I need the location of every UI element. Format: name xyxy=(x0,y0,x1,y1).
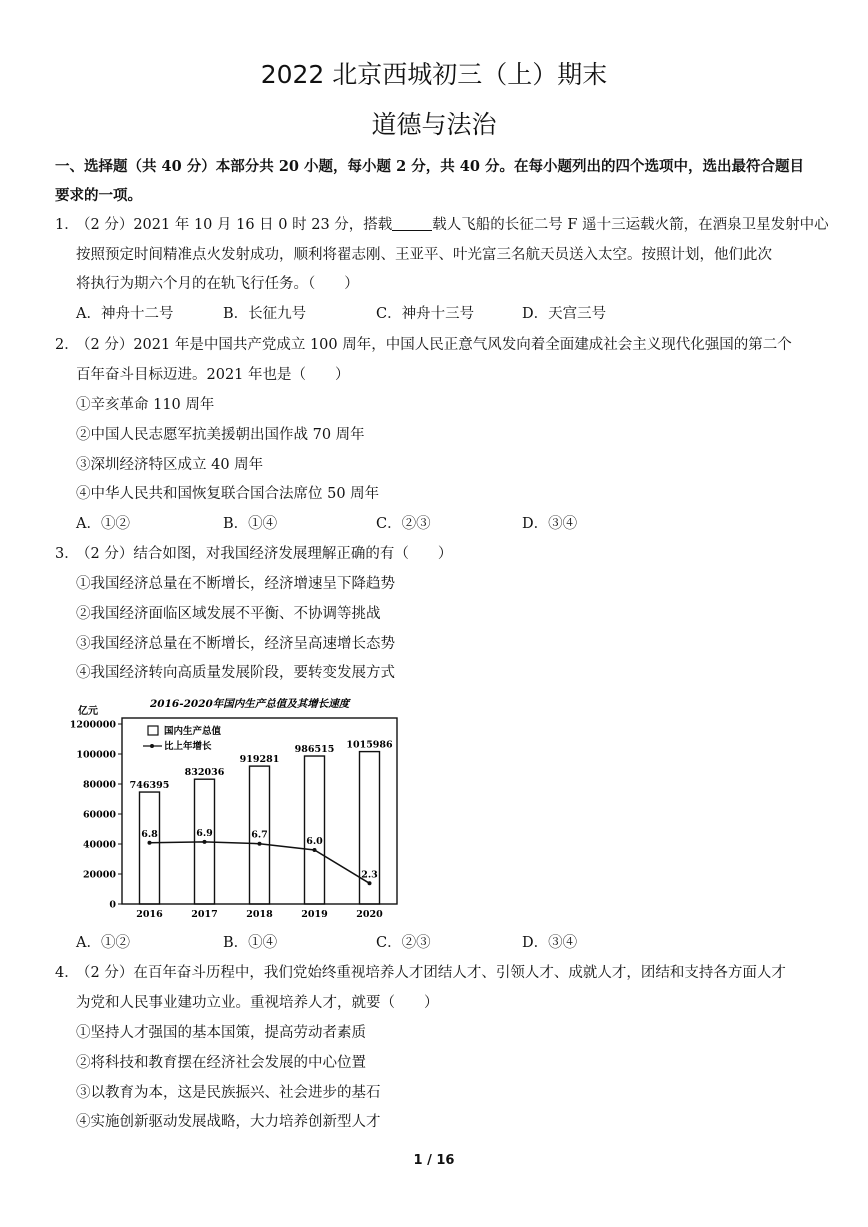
growth-point-label: 6.9 xyxy=(196,827,213,839)
q3-item-3: ③我国经济总量在不断增长，经济呈高速增长态势 xyxy=(76,636,395,652)
q2-stem-line2: 百年奋斗目标迈进。2021 年也是（ ） xyxy=(76,367,350,383)
growth-point xyxy=(258,842,262,846)
q1-blank xyxy=(392,216,432,231)
gdp-bar-label: 986515 xyxy=(294,744,335,756)
x-tick-label: 2017 xyxy=(191,909,218,920)
gdp-bar xyxy=(360,752,380,904)
subject-title: 道德与法治 xyxy=(371,110,497,139)
q2-item-2: ②中国人民志愿军抗美援朝出国作战 70 周年 xyxy=(76,427,365,443)
q1-option-d: D．天宫三号 xyxy=(522,306,607,322)
growth-point-label: 2.3 xyxy=(361,869,378,881)
page-number: 1 / 16 xyxy=(413,1153,455,1168)
q3-option-d: D．③④ xyxy=(522,935,578,951)
q2-option-d: D．③④ xyxy=(522,516,578,532)
x-tick-label: 2018 xyxy=(246,909,273,920)
x-tick-label: 2019 xyxy=(301,909,328,920)
gdp-bar-label: 1015986 xyxy=(346,739,393,751)
q1-option-b: B．长征九号 xyxy=(223,306,307,322)
section-instruction-line1: 一、选择题（共 40 分）本部分共 20 小题，每小题 2 分，共 40 分。在每小题列出的四个选项中，选出最符合题目 xyxy=(55,158,805,175)
section-instruction-line2: 要求的一项。 xyxy=(55,187,142,204)
q3-number: 3． xyxy=(55,546,79,562)
x-tick-label: 2016 xyxy=(136,909,163,920)
q3-option-b: B．①④ xyxy=(223,935,278,951)
gdp-bar xyxy=(305,756,325,904)
y-tick-label: 0 xyxy=(109,899,116,911)
q3-option-c: C．②③ xyxy=(376,935,431,951)
gdp-chart xyxy=(70,690,410,922)
growth-point xyxy=(203,840,207,844)
q4-item-3: ③以教育为本，这是民族振兴、社会进步的基石 xyxy=(76,1085,381,1101)
y-tick-label: 20000 xyxy=(82,869,116,881)
q4-number: 4． xyxy=(55,965,79,981)
q2-option-b: B．①④ xyxy=(223,516,278,532)
q3-item-2: ②我国经济面临区域发展不平衡、不协调等挑战 xyxy=(76,606,381,622)
q1-stem-line1 xyxy=(76,213,829,234)
chart-title: 2016-2020年国内生产总值及其增长速度 xyxy=(150,698,350,710)
q2-number: 2． xyxy=(55,337,79,353)
q2-stem-line1: （2 分）2021 年是中国共产党成立 100 周年，中国人民正意气风发向着全面建成社会主义现代化强国的第二个 xyxy=(76,337,792,353)
q4-item-1: ①坚持人才强国的基本国策，提高劳动者素质 xyxy=(76,1025,366,1041)
growth-polyline xyxy=(150,842,370,883)
q4-stem-line2: 为党和人民事业建功立业。重视培养人才，就要（ ） xyxy=(76,995,439,1011)
chart-growth-line xyxy=(141,828,378,885)
gdp-bar-label: 832036 xyxy=(184,767,225,779)
q2-item-4: ④中华人民共和国恢复联合国合法席位 50 周年 xyxy=(76,486,380,502)
q4-item-4: ④实施创新驱动发展战略，大力培养创新型人才 xyxy=(76,1114,381,1130)
q2-option-a: A．①② xyxy=(76,516,130,532)
q1-number: 1． xyxy=(55,217,79,233)
chart-y-ticks xyxy=(70,720,122,911)
growth-point xyxy=(368,881,372,885)
q1-stem-part-b: 载人飞船的长征二号 F 遥十三运载火箭，在酒泉卫星发射中心 xyxy=(432,217,829,233)
chart-x-ticks xyxy=(136,909,383,920)
growth-point-label: 6.0 xyxy=(306,836,323,847)
q3-item-1: ①我国经济总量在不断增长，经济增速呈下降趋势 xyxy=(76,576,395,592)
gdp-bar xyxy=(140,792,160,904)
exam-title: 2022 北京西城初三（上）期末 xyxy=(260,60,608,89)
legend-bar-label: 国内生产总值 xyxy=(164,726,222,737)
q1-stem-line2: 按照预定时间精准点火发射成功，顺利将翟志刚、王亚平、叶光富三名航天员送入太空。按照计划，他们此次 xyxy=(76,247,772,263)
q1-stem-part-a: （2 分）2021 年 10 月 16 日 0 时 23 分，搭载 xyxy=(76,217,393,233)
legend-line-marker xyxy=(150,744,154,748)
q1-option-a: A．神舟十二号 xyxy=(76,306,174,322)
y-tick-label: 100000 xyxy=(76,749,116,761)
q4-stem-line1: （2 分）在百年奋斗历程中，我们党始终重视培养人才团结人才、引领人才、成就人才，团结和支持各方面人才 xyxy=(76,965,786,981)
q3-option-a: A．①② xyxy=(76,935,130,951)
q2-item-1: ①辛亥革命 110 周年 xyxy=(76,397,215,413)
gdp-bar-label: 919281 xyxy=(239,754,280,766)
legend-bar-swatch xyxy=(148,726,158,735)
y-tick-label: 80000 xyxy=(82,779,116,791)
growth-point-label: 6.7 xyxy=(251,829,268,841)
q2-option-c: C．②③ xyxy=(376,516,431,532)
q1-option-c: C．神舟十三号 xyxy=(376,306,475,322)
q4-item-2: ②将科技和教育摆在经济社会发展的中心位置 xyxy=(76,1055,366,1071)
chart-legend xyxy=(143,725,222,752)
chart-bars xyxy=(140,752,380,904)
chart-ylabel: 亿元 xyxy=(78,706,98,717)
legend-line-label: 比上年增长 xyxy=(164,741,212,752)
q1-stem-line3: 将执行为期六个月的在轨飞行任务。（ ） xyxy=(76,276,359,292)
x-tick-label: 2020 xyxy=(356,909,383,920)
y-tick-label: 1200000 xyxy=(70,719,116,731)
y-tick-label: 40000 xyxy=(82,839,116,851)
q3-item-4: ④我国经济转向高质量发展阶段，要转变发展方式 xyxy=(76,665,395,681)
y-tick-label: 60000 xyxy=(82,809,116,821)
growth-point xyxy=(313,848,317,852)
growth-point-label: 6.8 xyxy=(141,828,158,840)
growth-point xyxy=(148,841,152,845)
gdp-bar-label: 746395 xyxy=(129,780,170,792)
q2-item-3: ③深圳经济特区成立 40 周年 xyxy=(76,457,264,473)
q3-stem-line1: （2 分）结合如图，对我国经济发展理解正确的有（ ） xyxy=(76,546,453,562)
